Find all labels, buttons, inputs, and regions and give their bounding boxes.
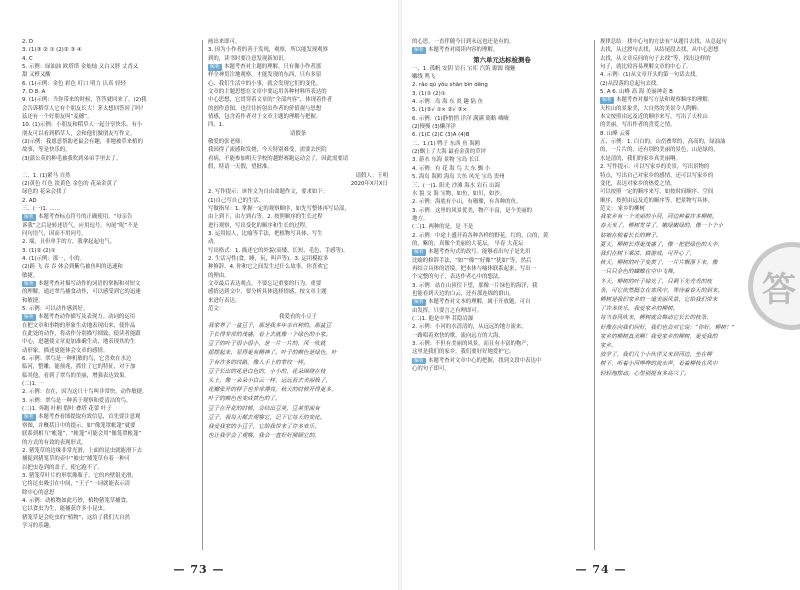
text-line: 5. 示例：绿油油 欧塔塔 金灿灿 又白又胖 丈香又 bbox=[22, 64, 139, 71]
analysis-tag: 解析 bbox=[24, 314, 35, 321]
text-line: 它将昆虫吸引在中间，“王子”一词就能表示清 bbox=[22, 481, 131, 488]
text-line: 动形象，描述更能体会文章的感情。 bbox=[22, 347, 109, 354]
text-line: 察图，并概括日中的提示，如“像笼罩帐篷”就要 bbox=[22, 422, 136, 429]
text-line: 再结合具体的语境，把本体与喻体联系起来，写出一 bbox=[412, 265, 536, 272]
text-line: 2. 示例：直在，因为这只十鸟叫非常快，动作敏捷。 bbox=[22, 389, 148, 396]
text-line: (2)示例：我愿意帮助老鼠会有趣，非地被草来植的 bbox=[22, 139, 143, 146]
text-line bbox=[22, 413, 202, 421]
text-line: 画出来即可。 bbox=[208, 39, 241, 45]
text-line: 在此处的动作，将动作分别描写细致，使读者能跟 bbox=[22, 331, 141, 338]
text-line: 甜 又橙又酸 bbox=[22, 72, 51, 79]
text-line: 写做指导：1. 掌握一定的观察顺序，如先写整体再写局部， bbox=[208, 205, 350, 212]
text-line: 3. 因为小作者的善于发现，观察，所以能发现观察 bbox=[208, 47, 329, 54]
analysis-tag: 解析 bbox=[414, 249, 425, 256]
text-line: 请假人：王明 bbox=[355, 172, 388, 179]
text-line: 4. 示例：有 花 海 鸟 大 东 飘 小 bbox=[412, 165, 491, 172]
analysis-text: 本题考查对主题的理解。只有像小作者那 bbox=[224, 64, 322, 71]
text-line: 敏捷。 bbox=[22, 272, 39, 279]
text-line: 豆子在开花的时候，会结出豆荚，豆荚里面有 bbox=[208, 405, 320, 412]
page-74-column-1 bbox=[412, 38, 592, 373]
text-line: 的，紫的，真像个美丽的大花坛。 早春 大花坛 bbox=[412, 240, 524, 247]
text-line: 一只只金色的蝴蝶在空中飞舞。 bbox=[600, 269, 679, 276]
analysis-tag: 解析 bbox=[414, 299, 425, 306]
page-number: — 74 — bbox=[575, 563, 627, 576]
text-line: 情感，包含着作者对于文章主题的理解与把握。 bbox=[208, 114, 322, 121]
text-line: 会告诉稻草人它有个朋友长大！茅太想回答回了吗？ bbox=[22, 105, 146, 112]
text-line: 冬天，柳树的叶子掉光了，只剩下光秃秃的枝 bbox=[600, 278, 712, 285]
text-line: 请假条 bbox=[289, 130, 307, 137]
text-line: 3. (1)① (2)① bbox=[412, 90, 446, 97]
text-line: 文章最后表达观点，不要忘记重要的行为，重要 bbox=[208, 280, 322, 287]
text-line: 条，可它依然挺立在寒风中，等待着春天的到来。 bbox=[600, 287, 724, 294]
text-line: 6. (1)C (2)C (3)A (4)B bbox=[412, 132, 470, 139]
text-line: 轻轻地摆动，心里别提有多高兴了。 bbox=[600, 370, 690, 377]
text-line: 临其他，看到了翠鸟的美丽，增强表达效果。 bbox=[22, 372, 130, 379]
text-line: 中心思想，它贯穿着文章的“全部内容”，体现着作者 bbox=[208, 97, 333, 104]
text-line: 好像在向我们问好，我们也会对它说：“你好，柳树！” bbox=[600, 324, 735, 331]
text-line: 3. 示例：站在山顶往下望，那像一片绿色的海洋，我 bbox=[412, 282, 538, 289]
text-line: 柳树是我们家乡的一道美丽风景，它给我们带来 bbox=[600, 297, 718, 304]
analysis-text: 本题考查对阅读内容的理解。 bbox=[428, 47, 499, 54]
text-line: (2)黄色 红色 淡黄色 金色的 花朵金黄了 bbox=[22, 180, 118, 187]
text-line: 假，特请一天假，望批准。 bbox=[208, 164, 273, 171]
text-line: 7. D 8. A bbox=[22, 89, 46, 96]
text-line: 绿色的 花朵会找了 bbox=[22, 189, 67, 196]
text-line: 写出格式：1. 描述它的外貌(高矮、长短、毛色、手感等)。 bbox=[208, 247, 349, 254]
text-line: 来进行表达。 bbox=[208, 297, 241, 304]
text-line: 的，一片片的，还有别的美丽的景色，山是绿的， bbox=[600, 147, 719, 154]
text-line: 规律总结：找中心句的方法有“从题目去找，从总起句 bbox=[600, 39, 727, 45]
text-line: 的美丽，写出作者的喜爱之情。 bbox=[600, 122, 676, 129]
text-line: 二、1.(1) 鸭子 东西 鱼 海鸥 bbox=[412, 140, 481, 147]
text-line: 9. (1)示例：当你带来的时候，答答就回来了。(2)我 bbox=[22, 97, 147, 104]
text-line: 嫩线 鸣飞 bbox=[412, 74, 436, 81]
seal-glyph: 答 bbox=[762, 270, 796, 310]
text-line: 变化，表达对家乡的热爱之情。 bbox=[600, 180, 676, 187]
text-line: 10. (1)示例：小朋友和稻草人一起分享快乐，有小 bbox=[22, 122, 143, 129]
text-line: (二)1. 一 bbox=[22, 381, 44, 388]
text-line: 蕊还有一个好朋友叫“麦穗”。 bbox=[22, 114, 93, 121]
text-line: 2020年X月X日 bbox=[350, 180, 388, 187]
text-line: (2)跨 飞 吞 吞 体会到紫鸟被鱼叫的迅速和 bbox=[22, 264, 123, 271]
text-line: 家乡。 bbox=[600, 343, 617, 350]
text-line: 范文： bbox=[208, 306, 225, 312]
text-line: 3. 示例：不但有美丽的风景，而且有丰富的物产， bbox=[412, 341, 533, 348]
text-line: 故事，等是快乐的。 bbox=[22, 147, 71, 154]
text-line: (2)慢慢 (3)懒洋洋 bbox=[412, 124, 456, 131]
text-line: 本文按照由远及近的顺序来写，写出了天柱山 bbox=[600, 114, 708, 121]
text-line: 6. (1)示例：金色 彩色 叮口 明力 认真 轻轻 bbox=[22, 80, 126, 87]
text-line: (二)1. 两种的是，是 不是 bbox=[412, 224, 474, 231]
text-line: 夏天，柳树长得更茂盛了，像一把把绿色的大伞， bbox=[600, 241, 724, 248]
text-line: 一、1. 孤帆 安阴 岩石 宝库 汽笛 源源 瑰魅 bbox=[412, 65, 516, 72]
text-line: 5. A 6. 山峰 高 海 美丽神奇 B bbox=[600, 89, 673, 96]
text-line: 我家养了一盆豆子，那是我多年亲自种的。那盆豆 bbox=[208, 322, 332, 329]
text-line: 花瓣张开的样子也非常漂亮，秋天的时候开得更多， bbox=[208, 387, 337, 394]
text-line: 放学了，我们几个小伙伴又来到河边，坐在柳 bbox=[600, 352, 712, 359]
text-line: 4. 示例：(1)从文章开头的第一句话去找。 bbox=[600, 72, 701, 79]
text-line: 诉我”之后是转述语气，应用逗号。句尾“呢”不是 bbox=[22, 222, 139, 229]
text-line: 除中心的意思 bbox=[22, 489, 55, 496]
analysis-text: 本题考查对文章中心的把握，找到文段中表达中 bbox=[428, 357, 542, 364]
text-line: 看病，不能参加明天学校的越野赛跑运动会了，因此需要请 bbox=[208, 155, 349, 162]
text-line: 5. 海岛 海鸥 海岛 大鱼 风光 宝岛 贵州 bbox=[412, 174, 505, 181]
text-line: 动。 bbox=[208, 239, 219, 246]
text-line: 心、我们生活中的小事，就会发现它们的变化。 bbox=[208, 80, 322, 87]
analysis-text: 本题考查看图提取有效信息，首先要注意观 bbox=[38, 414, 141, 421]
text-line: 也让我学会了观察，我会一直好好照顾它的。 bbox=[208, 433, 320, 440]
text-line: 叶子的颜色也变成黄色的了。 bbox=[208, 396, 281, 403]
text-line: 头上，像一朵朵小白云一样，远远看去美丽极了， bbox=[208, 377, 332, 384]
text-line: 3. (1)③ ② ① (2)② ③ ④ bbox=[22, 47, 82, 54]
text-line: 摇摆起来，显得更有精神了。叶子的颜色是绿色，叶 bbox=[208, 350, 337, 357]
text-line bbox=[412, 46, 592, 54]
text-line: 去找，从过渡句去找，从结尾段去找，从中心思想 bbox=[600, 47, 719, 54]
text-line: 子长得非常的茂盛，看上去就像一个绿色的小家。 bbox=[208, 331, 332, 338]
text-line: 水 貌 交 海 宝物，如鱼，如贝，如沙。 bbox=[412, 190, 506, 197]
text-line bbox=[208, 63, 388, 71]
text-line bbox=[22, 313, 202, 321]
text-line: 2. 示例：小河的水清清的，从远远的地方流来， bbox=[412, 324, 527, 331]
text-line: 文章的主题思想在文章中要运用各种材料所表达的 bbox=[208, 89, 327, 96]
text-line: (二)1. 奔跑 叶柄 假叶 叠塔 花蕾 叶子 bbox=[22, 406, 112, 413]
text-line: 2. 示例：中途上盛开着各种各样的野花，红的，白的，黄 bbox=[412, 232, 549, 239]
text-line: 3. 游水 东海 景物 宝岛 长江 bbox=[412, 157, 480, 164]
text-line: 种修辞。4. 你和它之间发生过什么故事，你喜欢它 bbox=[208, 264, 329, 271]
text-line: 2. 示例：海底有小山，有珊瑚，有各种的鱼。 bbox=[412, 199, 522, 206]
page-number: — 73 — bbox=[173, 563, 225, 576]
text-line: 4. (1)示例：那一，小的。 bbox=[22, 255, 86, 262]
text-line: 我们在树下乘凉、做游戏，可开心了。 bbox=[600, 251, 696, 258]
text-line: 和敏捷。 bbox=[22, 297, 44, 304]
text-line: 朋友可以看到稻草人，会和他们做朋友写作文。 bbox=[22, 130, 136, 137]
text-line: 句子，就比较容易理解文章的中心了。 bbox=[600, 64, 692, 71]
text-line: 中心，进越使文章更加准确生动，地表现其的生 bbox=[22, 339, 136, 346]
text-line: 天柱山的景象美，大自然的美景令人陶醉。 bbox=[600, 105, 703, 112]
column-separator bbox=[594, 40, 595, 550]
text-line: 2. 写作提示：该作文为自由命题作文，要求如下： bbox=[208, 189, 329, 196]
text-line: 的理解。通过翠鸟捕食动作，可以感受到它的迅速 bbox=[22, 289, 141, 296]
text-line: 到的，读书时要注意发现新知识。 bbox=[208, 55, 289, 62]
analysis-tag: 解析 bbox=[414, 47, 425, 54]
text-line: 样全神贯注地观察，才能发现的东西，只有多留 bbox=[208, 72, 322, 79]
analysis-text: 本题考查对描写方法和观察顺序的理解。 bbox=[616, 97, 714, 104]
text-line bbox=[600, 96, 782, 104]
text-line: 可以按照一定的顺序来写，如按时间顺序、空间 bbox=[600, 189, 714, 196]
text-line: 5. 示例：可以动作感到好。 bbox=[22, 306, 89, 312]
text-line: 子有许多的纹路，像人手上的掌纹一样。 bbox=[208, 359, 309, 366]
text-line: 它以食虫为生，能捕获许多小昆虫。 bbox=[22, 506, 109, 513]
text-line: 家乡的柳树真美啊！我爱家乡的柳树，更爱我的 bbox=[600, 333, 718, 340]
text-line: 2. 生活习性(食，睡，玩，叫声等)。3. 运用模拟多 bbox=[208, 255, 329, 262]
text-line: 特点，写出自己对家乡的感情，还可以写家乡的 bbox=[600, 172, 714, 179]
text-line: 3. (1)② (2)① bbox=[22, 247, 56, 254]
text-line: 范文： 家乡的柳树 bbox=[600, 205, 645, 212]
text-line: 我爱我家的小豆子，它给我带来了许多欢乐， bbox=[208, 423, 320, 430]
text-line: 树下，听着小河哗哗的流水声，看着柳枝在风中 bbox=[600, 361, 718, 368]
text-line bbox=[22, 163, 202, 171]
text-line: 秋天，柳树的叶子变黄了，一片片飘落下来，像 bbox=[600, 260, 718, 267]
text-line: 豆子长出的花是白色的，小小的，花朵围绕在枝 bbox=[208, 368, 326, 375]
analysis-text: 本题考查对文本的理解，属于开放题，可自 bbox=[428, 299, 531, 306]
analysis-tag: 解析 bbox=[414, 357, 425, 364]
page-73-column-2 bbox=[208, 38, 388, 441]
analysis-tag: 解析 bbox=[24, 214, 35, 221]
analysis-tag: 解析 bbox=[24, 280, 35, 287]
column-separator bbox=[202, 40, 203, 550]
analysis-text: 本题考查标点符号的正确使用。“母亲告 bbox=[38, 214, 133, 221]
text-line bbox=[22, 280, 202, 288]
text-line bbox=[412, 248, 592, 256]
text-line bbox=[412, 357, 592, 365]
text-line: 的创作意图，也往往折射出作者的价值观与思想 bbox=[208, 105, 322, 112]
analysis-text: 本题考查动作描写及表现力。动词的运用 bbox=[38, 314, 136, 321]
text-line: 心的句子即可。 bbox=[412, 366, 450, 373]
text-line: 第六单元达标检测卷 bbox=[473, 55, 531, 64]
text-line: 5. (1)②√ ①× ②√ ③× bbox=[412, 107, 467, 114]
text-line: 五、示例：1. 白白的，山峦叠翠的，高高的，绿油油 bbox=[600, 139, 726, 146]
text-line: 四、1. bbox=[208, 122, 224, 129]
text-line: 3. 示例：翠鸟是一种善于观察和爱清洁的鸟。 bbox=[22, 397, 132, 404]
text-line: (2)飘上了大海 最看金黄的草坪 bbox=[412, 149, 487, 156]
text-line: 的心思，一直伴随今日到永远也还是有的。 bbox=[412, 39, 515, 45]
text-line: 我家乡有一个美丽的小河，河边种着许多柳树。 bbox=[600, 214, 718, 221]
text-line: 个完整的句子，表达作者心中的想法。 bbox=[412, 274, 504, 281]
text-line: 豆子，我每天都去观察它，记下它每天的变化。 bbox=[208, 414, 326, 421]
analysis-tag: 解析 bbox=[210, 64, 221, 71]
text-line: (2)从段落的总起句去找。 bbox=[600, 80, 662, 87]
text-line: 3. 运用拟人，比喻等手法，把植物写具体、写生 bbox=[208, 230, 323, 237]
text-line: 去找，从文章反问的句子去找”等，找出这样的 bbox=[600, 55, 711, 62]
text-line: 春天来了，柳树发芽了，嫩绿嫩绿的，像一个个小 bbox=[600, 223, 724, 230]
text-line: 我爱看的小豆子 bbox=[279, 314, 317, 321]
text-line: 这里是我们的家乡，我们要好好地爱护它。 bbox=[412, 349, 515, 356]
watermark-seal bbox=[744, 238, 800, 334]
text-line: 的方式的有效的表现形式。 bbox=[22, 439, 87, 446]
text-line: 联系到相互“帐篷”，“帐篷”可能会用“像笼罩帐篷” bbox=[22, 431, 142, 438]
text-line: 4. 示例：岛 海 东 炎 趣 陆 鱼 bbox=[412, 99, 484, 106]
text-line: 2. 端，且但单手的方，我拿起起电气。 bbox=[22, 239, 116, 246]
page-73 bbox=[0, 0, 398, 590]
text-line: 问句语气，因而不用问号。 bbox=[22, 230, 87, 237]
text-line: 感情达到文中，要分析具体选择情感，按文章主题 bbox=[208, 289, 327, 296]
text-line bbox=[412, 298, 592, 306]
text-line: 一路唱着欢快的歌，流向远方的大海。 bbox=[412, 332, 504, 339]
text-line: 捕捉到猪笼草的壶中“被虫”捕笼草有着一种可 bbox=[22, 456, 131, 463]
text-line: 比喻的修辞手法，“如”“像”“好像”“犹如”等，然后 bbox=[412, 257, 532, 264]
text-line: 水是清的，我们的家乡真美丽啊。 bbox=[600, 155, 681, 162]
text-line: 3. 示例：这里的风景优美，物产丰富，是个美丽的 bbox=[412, 207, 533, 214]
text-line: 3. 猪笼草叶片的形状像瓶子，它的内壁很光滑， bbox=[22, 472, 137, 479]
text-line: 我因得了流感和发烧，今天特别难受，需要去医院 bbox=[208, 147, 327, 154]
text-line: 学习的乐趣。 bbox=[22, 522, 55, 529]
text-line: 以把虫卷到的盖子，使它跑不了。 bbox=[22, 464, 103, 471]
text-line: 由上到下，由左到右等。2. 按照顺序的生长过程 bbox=[208, 214, 323, 221]
text-line: 2. 猪笼草的边缘非常光滑，上面的昆虫就能滑下去 bbox=[22, 447, 143, 454]
text-line: 每当春风吹来，柳树就会舞动它长长的枝条， bbox=[600, 315, 712, 322]
text-line bbox=[22, 213, 202, 221]
text-line: 8. 山峰 云雾 bbox=[600, 130, 631, 137]
text-line: 6. 示例：翠鸟是一种机敏的鸟，它喜欢在水边 bbox=[22, 356, 132, 363]
text-line: 二、1. (1)紧马 自然 bbox=[22, 172, 71, 179]
text-line: 顺序，按照由远及近的顺序等，把景物写具体。 bbox=[600, 197, 714, 204]
text-line: 了许多快乐，我爱家乡的柳树。 bbox=[600, 306, 679, 313]
analysis-text: 本题考查对描写动作的词语的掌握和对短文 bbox=[38, 280, 141, 287]
text-line: 在把文章和事物的形象生动地表现出来，使作品 bbox=[22, 322, 136, 329]
text-line: 4. 示例：动植物如此巧妙，植物猪笼草捕食， bbox=[22, 497, 132, 504]
analysis-text: 本题考查句式的改写。能够看出句子是先用 bbox=[428, 249, 531, 256]
text-line: 敬爱的张老师： bbox=[208, 139, 246, 146]
text-line: 姑娘在梳着长长的辫子。 bbox=[600, 232, 662, 239]
analysis-tag: 解析 bbox=[602, 97, 613, 104]
text-line: 2. 写作提示：可以写家乡的美景，写出景物的 bbox=[600, 164, 710, 171]
text-line: 进行观察，写出变化的顺序和生长的过程。 bbox=[208, 222, 311, 229]
text-line: 4. C bbox=[22, 55, 33, 62]
text-line: 三、(一)1. …… bbox=[22, 205, 61, 212]
text-line: (1)自己写自己的生活。 bbox=[208, 197, 265, 204]
text-line: 2. D bbox=[22, 39, 34, 45]
text-line: 猪笼草是会吃虫的“植物”，这给了我们大自然 bbox=[22, 514, 131, 521]
text-line: 也能看到天边的白云，还有那连绵的群山。 bbox=[412, 290, 515, 297]
text-line: 地方。 bbox=[412, 215, 429, 222]
text-line: (二)1. 他是中华 茗隐岩瀑 bbox=[412, 316, 474, 322]
text-line: 三、(一)1. 阳光 沙滩 海水 岩石 山海 bbox=[412, 182, 500, 189]
analysis-tag: 解析 bbox=[24, 414, 35, 421]
text-line: 豆子的叶子很小很小，是一片一片的，风一吹就 bbox=[208, 341, 326, 348]
page-74 bbox=[402, 0, 800, 590]
text-line: (3)蒲公英的种毛被我吹到弟弟手里去了。 bbox=[22, 155, 122, 162]
text-line: 2. rǎo qú yōu shān bīn dēng bbox=[412, 82, 488, 89]
text-line: 临河，整雕，能预兆，抓住了它的特征，对于加 bbox=[22, 364, 136, 371]
text-line: 的理由。 bbox=[208, 272, 230, 279]
page-73-column-1 bbox=[22, 38, 202, 530]
text-line: 2. AD bbox=[22, 197, 37, 204]
text-line: 由发挥，只要言之有理即可。 bbox=[412, 307, 483, 314]
text-line: 6. 示例：(1)静悄悄 洋洋 满满 简略 嗨嗨 bbox=[412, 115, 509, 122]
